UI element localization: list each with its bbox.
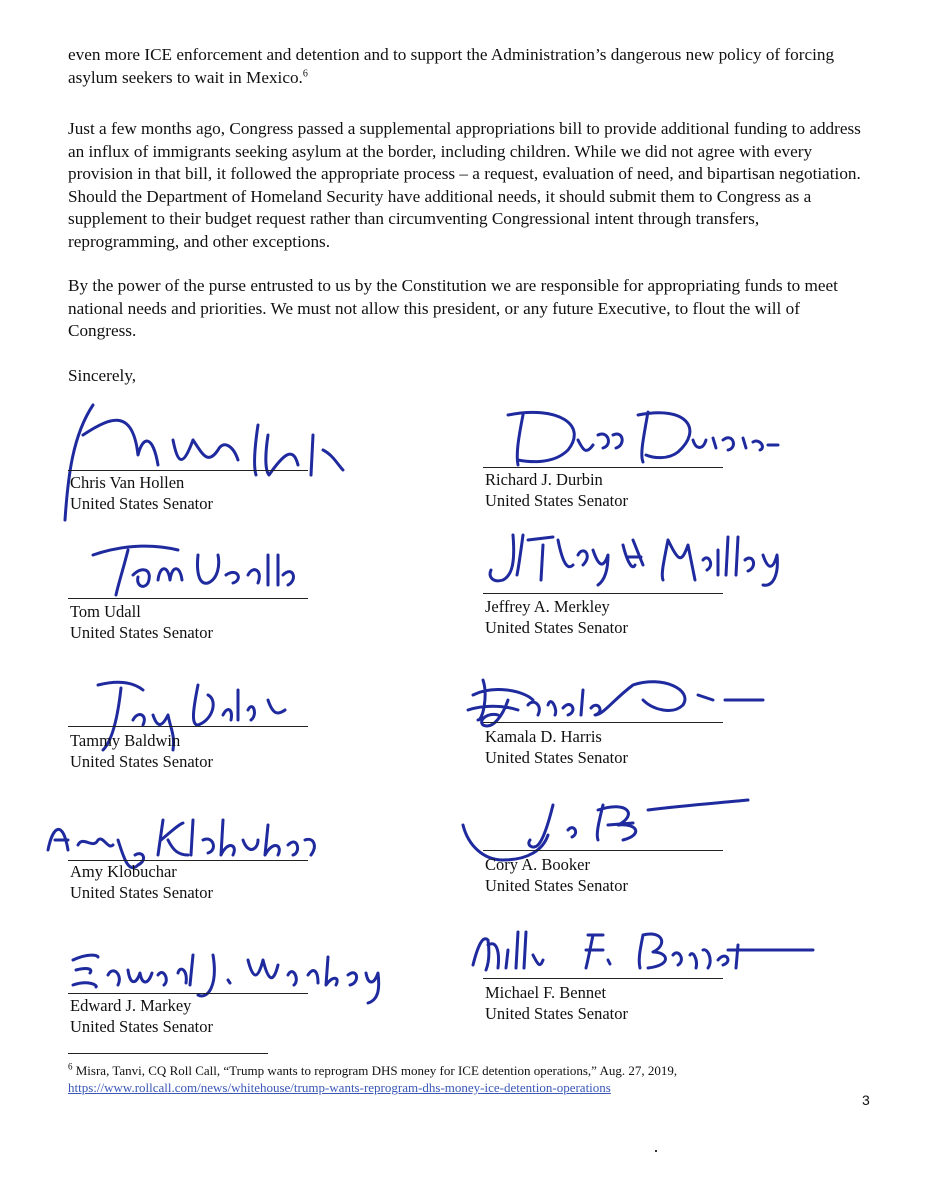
- signer-name: Richard J. Durbin: [485, 470, 603, 489]
- signer-title: United States Senator: [485, 618, 628, 637]
- signer-name: Cory A. Booker: [485, 855, 590, 874]
- signature-block-booker: [483, 790, 783, 920]
- signature-block-durbin: [483, 400, 783, 530]
- signature-line: [483, 467, 723, 468]
- signer-title: United States Senator: [70, 752, 213, 771]
- signature-line: [68, 598, 308, 599]
- signature-block-van-hollen: [68, 395, 368, 525]
- signer-name: Kamala D. Harris: [485, 727, 602, 746]
- signature-block-harris: [483, 660, 783, 790]
- signer-title: United States Senator: [70, 1017, 213, 1036]
- speck: [655, 1150, 657, 1152]
- paragraph-1: [68, 44, 868, 89]
- signature-line: [68, 470, 308, 471]
- signature-block-bennet: [483, 915, 783, 1045]
- signer-title: United States Senator: [485, 748, 628, 767]
- footnote-ref[interactable]: 6: [302, 67, 308, 79]
- paragraph-1-text: even more ICE enforcement and detention and to support the Administration’s dangerous new policy of forcing asylum seekers to wait in Mexico.: [68, 45, 835, 87]
- signer-title: United States Senator: [485, 491, 628, 510]
- signature-block-merkley: [483, 525, 783, 655]
- signature-line: [68, 993, 308, 994]
- signature-udall: [88, 535, 308, 605]
- signer-title: United States Senator: [485, 876, 628, 895]
- footnote-number: 6: [68, 1061, 73, 1072]
- footnote-link[interactable]: https://www.rollcall.com/news/whitehouse/trump-wants-reprogram-dhs-money-ice-detention-operations: [68, 1080, 611, 1095]
- signature-block-klobuchar: [68, 800, 368, 930]
- signer-title: United States Senator: [70, 494, 213, 513]
- signer-title: United States Senator: [485, 1004, 628, 1023]
- signer-name: Amy Klobuchar: [70, 862, 177, 881]
- signature-line: [483, 850, 723, 851]
- signature-line: [68, 726, 308, 727]
- signature-line: [68, 860, 308, 861]
- signature-bennet: [468, 920, 828, 990]
- signer-name: Michael F. Bennet: [485, 983, 607, 1002]
- signer-title: United States Senator: [70, 623, 213, 642]
- signature-line: [483, 722, 723, 723]
- signature-block-udall: [68, 530, 368, 660]
- signature-merkley: [483, 525, 783, 595]
- signer-title: United States Senator: [70, 883, 213, 902]
- signature-durbin: [498, 400, 778, 470]
- signer-name: Edward J. Markey: [70, 996, 192, 1015]
- signature-line: [483, 593, 723, 594]
- signer-name: Jeffrey A. Merkley: [485, 597, 610, 616]
- closing-salutation: Sincerely,: [68, 366, 137, 385]
- signer-name: Chris Van Hollen: [70, 473, 185, 492]
- paragraph-2: Just a few months ago, Congress passed a supplemental appropriations bill to provide additional funding to address an influx of immigrants seeking asylum at the border, including children. While we did not agree with every provision in that bill, it followed the appropriate process – a request, evaluation of need, and bipartisan negotiation. Should the Department of Homeland Security have additional needs, it should submit them to Congress as a supplement to their budget request rather than circumventing Congressional intent through transfers, reprogramming, and other exceptions.: [68, 119, 861, 251]
- paragraph-3: By the power of the purse entrusted to us by the Constitution we are responsible for appropriating funds to meet national needs and priorities. We must not allow this president, or any future Executive, to flout the will of Congress.: [68, 276, 838, 340]
- footnote-text: Misra, Tanvi, CQ Roll Call, “Trump wants to reprogram DHS money for ICE detention operations,” Aug. 27, 2019,: [72, 1063, 678, 1078]
- signature-line: [483, 978, 723, 979]
- footnote-rule: [68, 1053, 268, 1054]
- footnote: [68, 1062, 868, 1096]
- signer-name: Tom Udall: [70, 602, 141, 621]
- signature-block-markey: [68, 935, 368, 1065]
- page-number: 3: [862, 1092, 870, 1108]
- signer-name: Tammy Baldwin: [70, 731, 181, 750]
- signature-block-baldwin: [68, 665, 368, 795]
